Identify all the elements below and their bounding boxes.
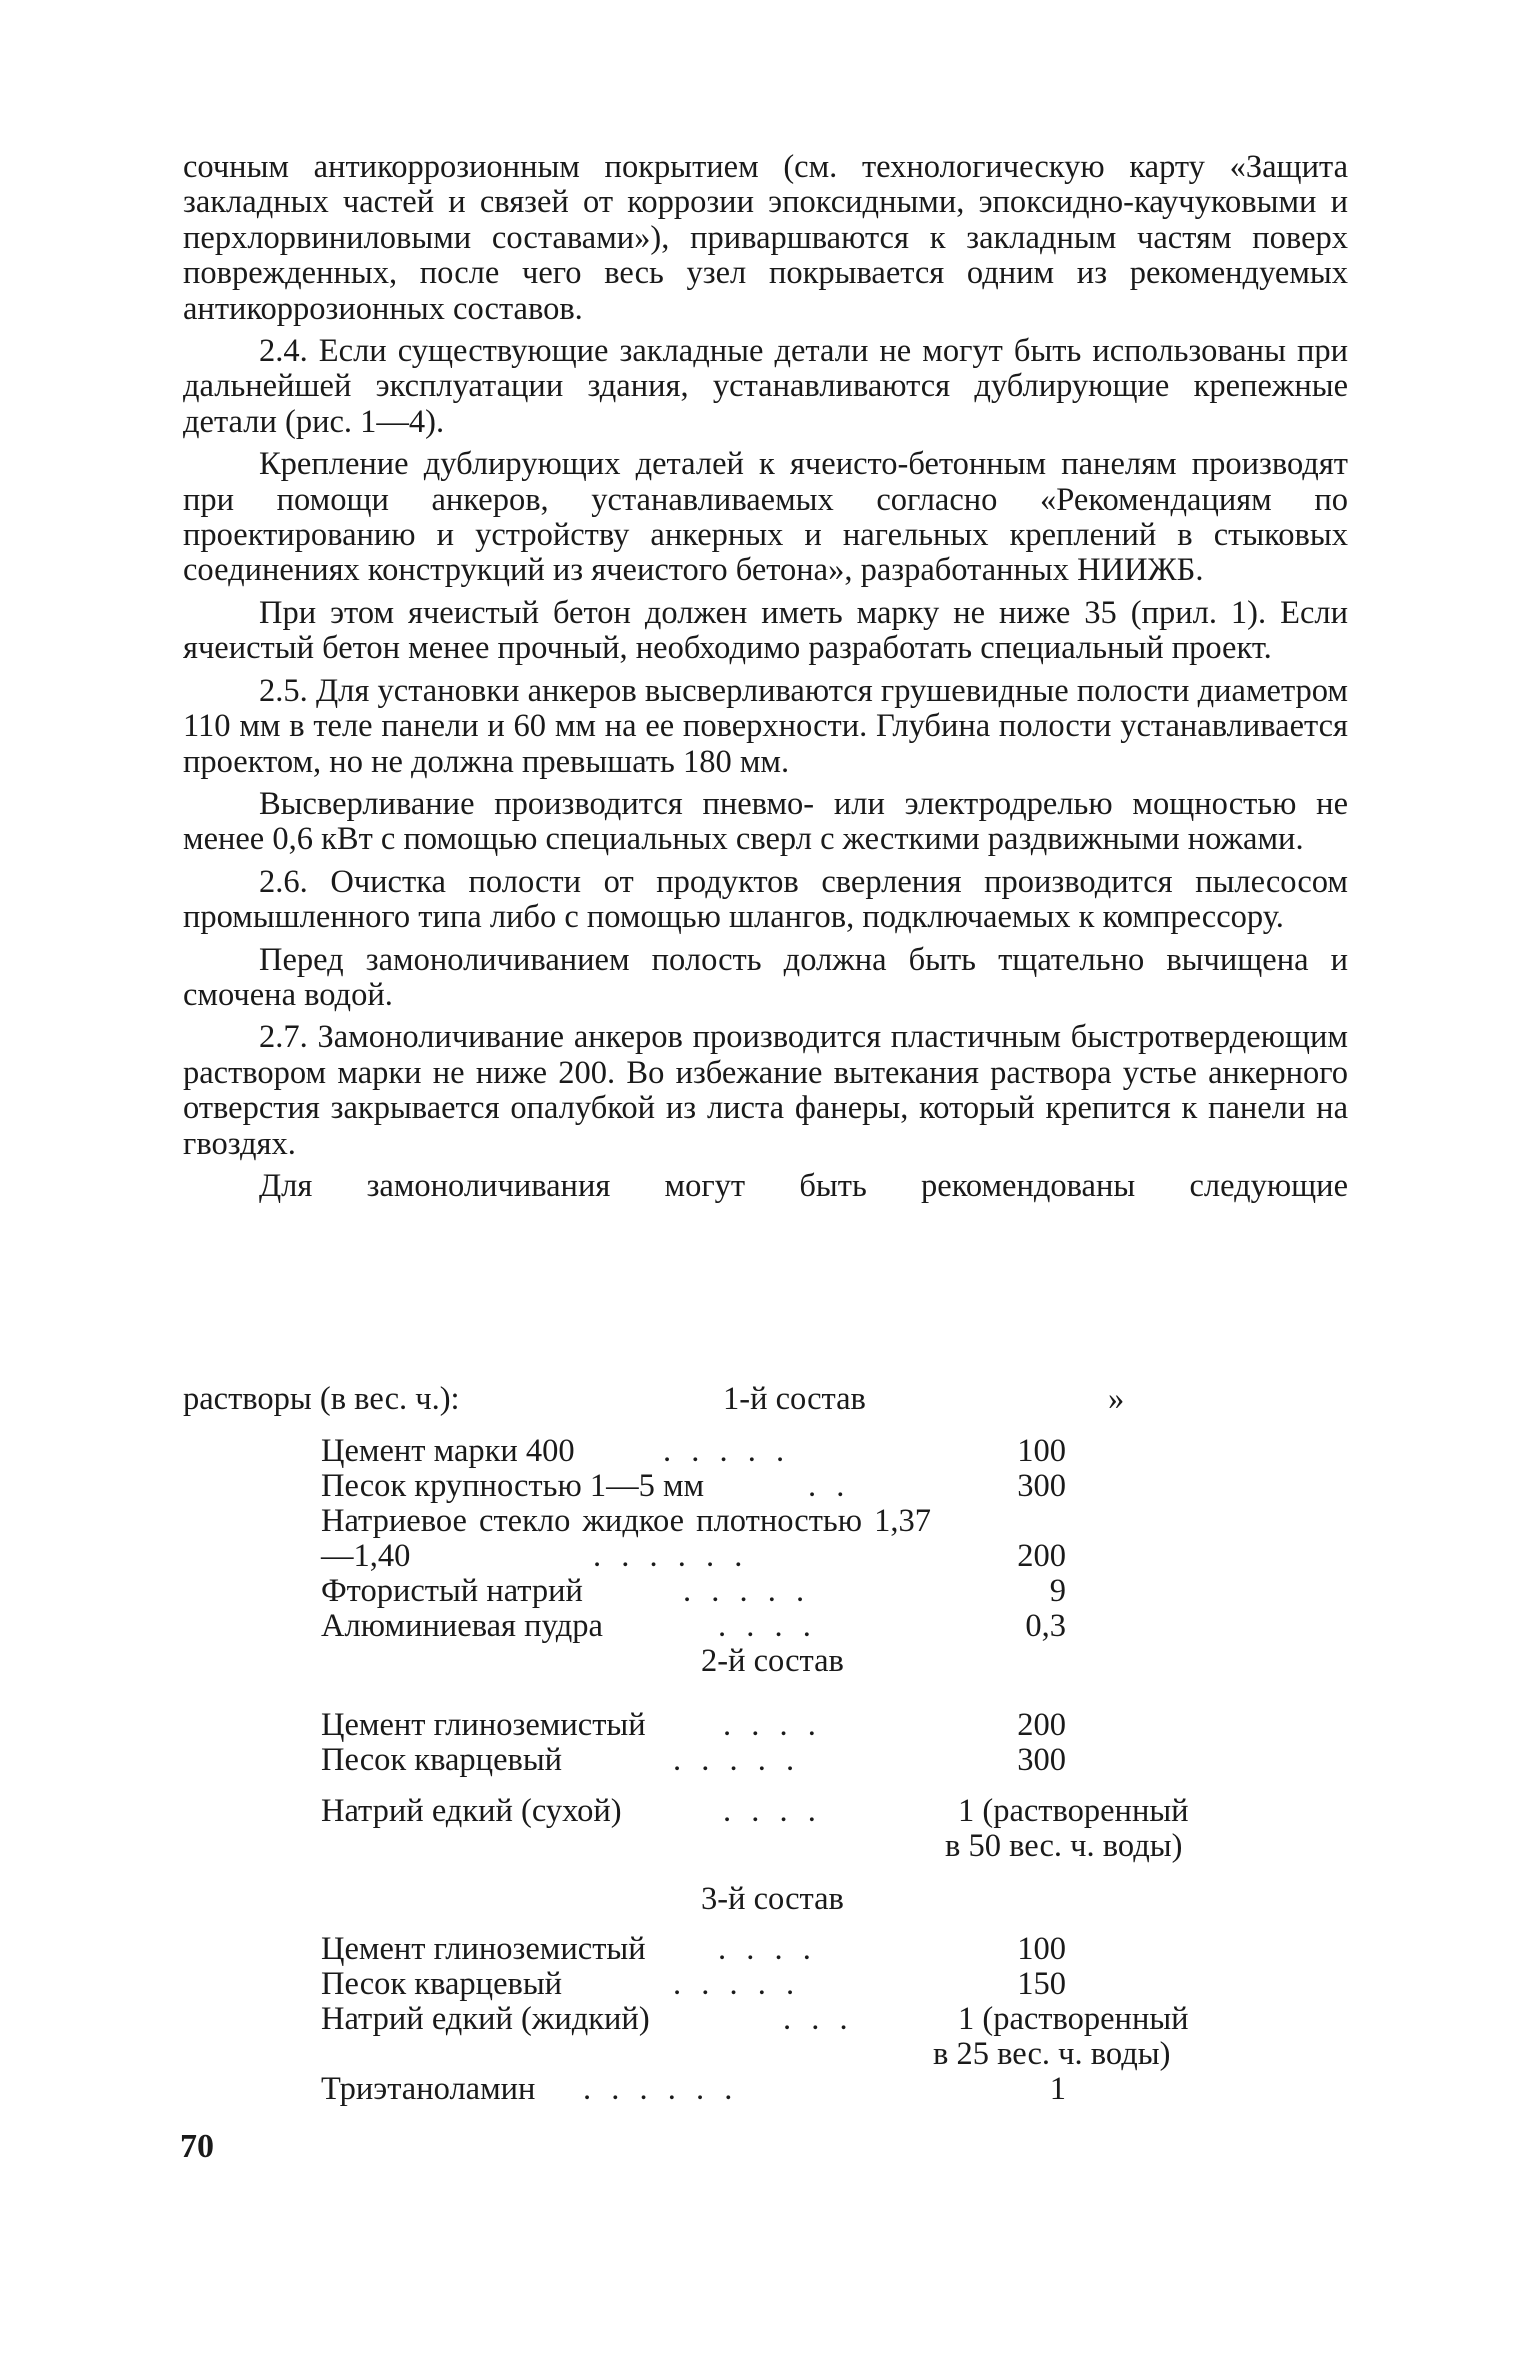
ingredient-value: 1 (растворенный bbox=[958, 1793, 1189, 1829]
ingredient-row bbox=[183, 1574, 1348, 1609]
leader-dots: . . . . . bbox=[683, 1573, 811, 1609]
ingredient-row bbox=[183, 1609, 1348, 1644]
ingredient-value: 9 bbox=[1049, 1573, 1066, 1609]
ingredient-value: 100 bbox=[1017, 1433, 1066, 1469]
ingredient-row bbox=[183, 2072, 1348, 2107]
ingredient-name: Песок кварцевый bbox=[321, 1742, 563, 1778]
composition-3-heading bbox=[183, 1882, 1348, 1932]
paragraph-2-5: 2.5. Для установки анкеров высверливаются грушевидные полости диаметром 110 мм в теле панели и 60 мм на ее поверхности. Глубина полости устанавливается проектом, но не должна превышать 180 мм. bbox=[183, 672, 1348, 780]
leader-dots: . . . . . . bbox=[593, 1538, 749, 1574]
composition-2-heading bbox=[183, 1644, 1348, 1702]
leader-dots: . . . . bbox=[718, 1608, 817, 1644]
leader-dots: . . . . bbox=[723, 1793, 822, 1829]
ingredient-name: Цемент глиноземистый bbox=[321, 1931, 646, 1967]
recipes-intro: растворы (в вес. ч.): bbox=[183, 1381, 460, 1417]
ingredient-value: 150 bbox=[1017, 1966, 1066, 2002]
paragraph-2-7: 2.7. Замоноличивание анкеров производится пластичным быстротвердеющим раствором марки не ниже 200. Во избежание вытекания раствора устье анкерного отверстия закрывается опалубкой из листа фанеры, который крепится к панели на гвоздях. bbox=[183, 1019, 1348, 1162]
ingredient-row bbox=[183, 1967, 1348, 2002]
ingredient-name: Натрий едкий (сухой) bbox=[321, 1793, 622, 1829]
ingredient-name: Песок кварцевый bbox=[321, 1966, 563, 2002]
ingredient-row bbox=[183, 1794, 1348, 1864]
ingredient-value: 200 bbox=[1017, 1707, 1066, 1743]
ingredient-row bbox=[183, 1469, 1348, 1504]
ingredient-value-note: в 25 вес. ч. воды) bbox=[933, 2036, 1171, 2072]
body-text bbox=[183, 150, 1348, 1204]
leader-dots: . . . . . bbox=[673, 1966, 801, 2002]
composition-2-title: 2-й состав bbox=[701, 1643, 844, 1679]
ingredient-name: Натрий едкий (жидкий) bbox=[321, 2001, 650, 2037]
leader-dots: . . . . . . bbox=[583, 2071, 739, 2107]
ingredient-name: Фтористый натрий bbox=[321, 1573, 583, 1609]
ingredient-name: Песок крупностью 1—5 мм bbox=[321, 1468, 705, 1504]
ingredient-value-note: в 50 вес. ч. воды) bbox=[945, 1828, 1183, 1864]
paragraph-anchors-fastening: Крепление дублирующих деталей к ячеисто-бетонным панелям производят при помощи анкеров, устанавливаемых согласно «Рекомендациям по проектированию и устройству анкерных и нагельных креплений в стыковых соединениях конструкций из ячеистого бетона», разработанных НИИЖБ. bbox=[183, 446, 1348, 589]
ingredient-name: Цемент марки 400 bbox=[321, 1433, 575, 1469]
ingredient-value: 200 bbox=[1017, 1538, 1066, 1574]
composition-3-title: 3-й состав bbox=[701, 1881, 844, 1917]
ingredient-name: Триэтаноламин bbox=[321, 2071, 536, 2107]
paragraph-2-4: 2.4. Если существующие закладные детали не могут быть использованы при дальнейшей эксплуатации здания, устанавливаются дублирующие крепежные детали (рис. 1—4). bbox=[183, 333, 1348, 440]
leader-dots: . . bbox=[808, 1468, 851, 1504]
paragraph-cleaning: Перед замоноличиванием полость должна быть тщательно вычищена и смочена водой. bbox=[183, 941, 1348, 1013]
leader-dots: . . . . . bbox=[673, 1742, 801, 1778]
leader-dots: . . . . bbox=[723, 1707, 822, 1743]
page-number: 70 bbox=[180, 2128, 214, 2165]
ditto-mark: » bbox=[1108, 1381, 1125, 1417]
ingredient-name: Цемент глиноземистый bbox=[321, 1707, 646, 1743]
ingredient-row bbox=[183, 1708, 1348, 1743]
composition-1-title: 1-й состав bbox=[723, 1381, 866, 1417]
paragraph-mortars-intro: Для замоноличивания могут быть рекомендованы следующие bbox=[259, 1167, 1348, 1204]
leader-dots: . . . . . bbox=[663, 1433, 791, 1469]
ingredient-row bbox=[183, 1504, 1348, 1574]
ingredient-value: 1 (растворенный bbox=[958, 2001, 1189, 2037]
ingredient-row bbox=[183, 1743, 1348, 1778]
ingredient-row bbox=[183, 1434, 1348, 1469]
ingredient-value: 1 bbox=[1049, 2071, 1066, 2107]
mortar-recipes bbox=[183, 1382, 1348, 2107]
ingredient-value: 100 bbox=[1017, 1931, 1066, 1967]
ingredient-name-text: Натриевое стекло жидкое плотностью 1,37—1,40 bbox=[321, 1503, 931, 1575]
recipes-header bbox=[183, 1382, 1348, 1422]
ingredient-row bbox=[183, 1932, 1348, 1967]
ingredient-row bbox=[183, 2002, 1348, 2072]
paragraph-drilling: Высверливание производится пневмо- или электродрелью мощностью не менее 0,6 кВт с помощью специальных сверл с жесткими раздвижными ножами. bbox=[183, 785, 1348, 858]
paragraph-concrete-grade: При этом ячеистый бетон должен иметь марку не ниже 35 (прил. 1). Если ячеистый бетон менее прочный, необходимо разработать специальный проект. bbox=[183, 594, 1348, 667]
ingredient-value: 300 bbox=[1017, 1468, 1066, 1504]
ingredient-name: Алюминиевая пудра bbox=[321, 1608, 603, 1644]
leader-dots: . . . bbox=[783, 2001, 854, 2037]
paragraph-2-6: 2.6. Очистка полости от продуктов сверления производится пылесосом промышленного типа либо с помощью шлангов, подключаемых к компрессору. bbox=[183, 863, 1348, 936]
ingredient-value: 300 bbox=[1017, 1742, 1066, 1778]
ingredient-value: 0,3 bbox=[1025, 1608, 1066, 1644]
paragraph-continuation: сочным антикоррозионным покрытием (см. технологическую карту «Защита закладных частей и связей от коррозии эпоксидными, эпоксидно-каучуковыми и перхлорвиниловыми составами»), приваршваются к закладным частям поверх поврежденных, после чего весь узел покрывается одним из рекомендуемых антикоррозионных составов. bbox=[183, 149, 1348, 327]
leader-dots: . . . . bbox=[718, 1931, 817, 1967]
